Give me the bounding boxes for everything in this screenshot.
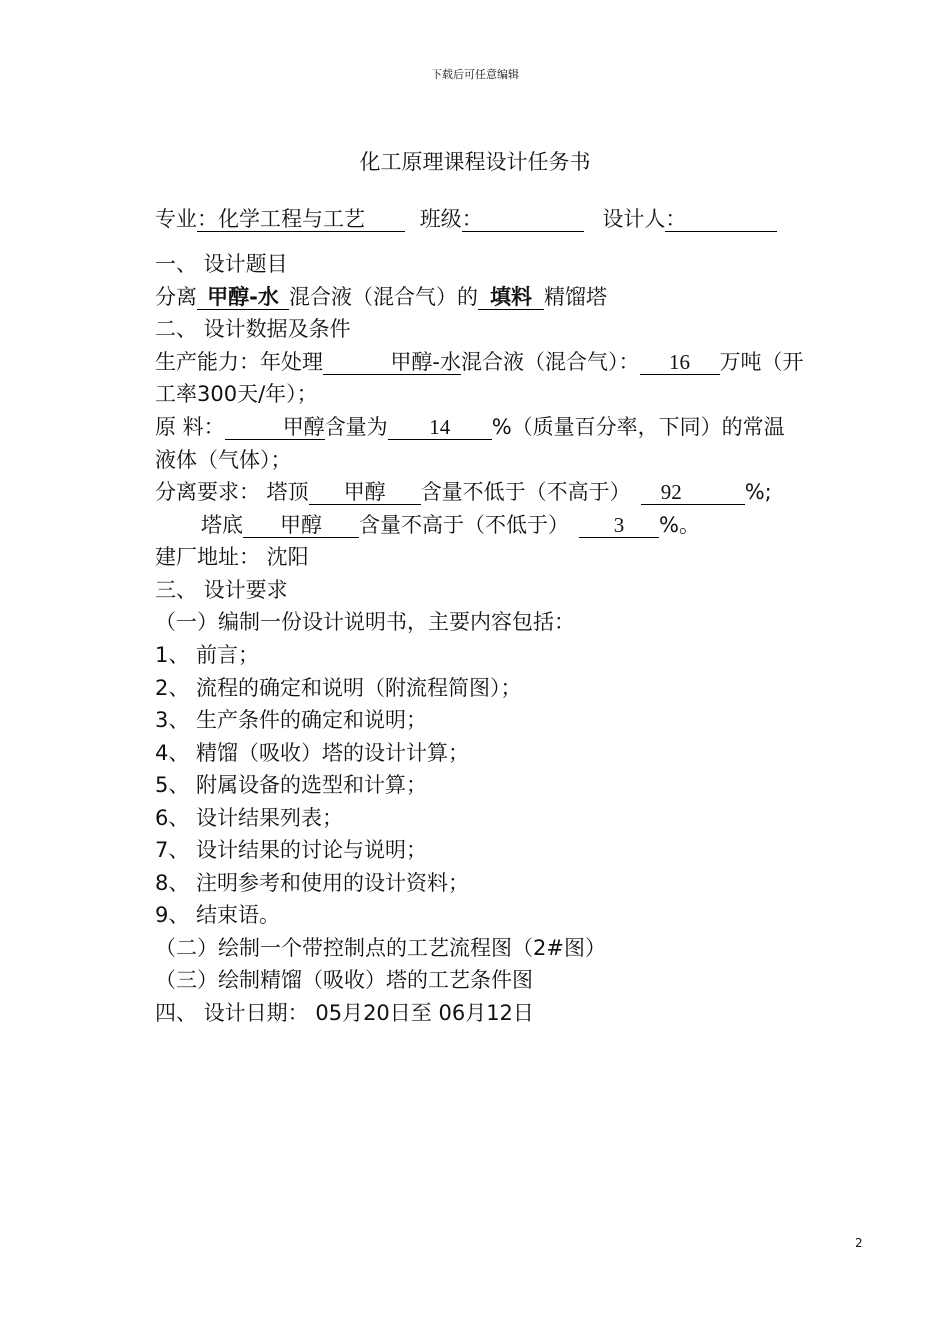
- raw-text: %（质量百分率，下同）的常温: [491, 415, 785, 439]
- list-item: 7、 设计结果的讨论与说明；: [155, 838, 428, 862]
- topic-text: 精馏塔: [544, 285, 607, 309]
- list-item: 4、 精馏（吸收）塔的设计计算；: [155, 741, 470, 765]
- raw-material: 甲醇: [225, 415, 325, 440]
- bottom-text: 含量不高于（不低于）: [359, 513, 569, 537]
- section-3-heading: 三、 设计要求: [155, 578, 288, 602]
- capacity-value: 16: [640, 350, 720, 375]
- document-title: 化工原理课程设计任务书: [359, 150, 591, 174]
- topic-text: 分离: [155, 285, 197, 309]
- list-item: 8、 注明参考和使用的设计资料；: [155, 871, 470, 895]
- topic-line: [155, 281, 607, 313]
- bottom-text: %。: [659, 513, 700, 537]
- section-4-heading: 四、 设计日期： 05月20日至 06月12日: [155, 1001, 534, 1025]
- list-item: 5、 附属设备的选型和计算；: [155, 773, 428, 797]
- raw-material-line-2: 液体（气体）；: [155, 448, 292, 472]
- top-text: %;: [744, 480, 772, 504]
- raw-value: 14: [388, 415, 492, 440]
- raw-text: 原 料：: [155, 415, 225, 439]
- top-value-text: 92: [660, 480, 682, 504]
- bottom-value: 3: [579, 513, 659, 538]
- topic-packing: 填料: [478, 285, 544, 310]
- section-2-heading: 二、 设计数据及条件: [155, 317, 351, 341]
- capacity-text: 混合液（混合气）：: [461, 350, 640, 374]
- top-text: 含量不低于（不高于）: [420, 480, 631, 504]
- subsection-3: （三）绘制精馏（吸收）塔的工艺条件图: [155, 968, 533, 992]
- topic-material: 甲醇-水: [197, 285, 289, 310]
- topic-text: 混合液（混合气）的: [289, 285, 478, 309]
- bottom-material: 甲醇: [243, 513, 359, 538]
- capacity-material: 甲醇-水: [323, 350, 461, 375]
- subsection-2: （二）绘制一个带控制点的工艺流程图（2#图）: [155, 936, 606, 960]
- capacity-text: 生产能力：年处理: [155, 350, 323, 374]
- class-value: ：: [462, 207, 584, 232]
- raw-material-line: [155, 411, 785, 443]
- page-header: 下载后可任意编辑: [431, 68, 519, 81]
- capacity-text: 万吨（开: [719, 350, 804, 374]
- bottom-text: 塔底: [201, 513, 243, 537]
- designer-label: 设计人: [602, 207, 666, 231]
- info-line: [155, 203, 777, 235]
- top-text: 分离要求： 塔顶: [155, 480, 309, 504]
- top-value: [641, 480, 745, 505]
- bottom-requirement-line: [201, 509, 700, 541]
- top-requirement-line: [155, 476, 772, 508]
- page-number: 2: [855, 1236, 863, 1250]
- list-item: 2、 流程的确定和说明（附流程简图）；: [155, 676, 522, 700]
- class-label: 班级: [419, 207, 462, 231]
- site-line: 建厂地址： 沈阳: [155, 545, 309, 569]
- list-item: 9、 结束语。: [155, 903, 281, 927]
- major-label: 专业: [155, 207, 197, 231]
- capacity-line-2: 工率300天/年）；: [155, 382, 318, 406]
- designer-value: ：: [665, 207, 777, 232]
- list-item: 6、 设计结果列表；: [155, 806, 344, 830]
- major-value: ：化学工程与工艺: [197, 207, 405, 232]
- subsection-1: （一）编制一份设计说明书，主要内容包括：: [155, 610, 575, 634]
- list-item: 1、 前言；: [155, 643, 260, 667]
- top-material: 甲醇: [309, 480, 421, 505]
- raw-text: 含量为: [324, 415, 388, 439]
- capacity-line: [155, 346, 804, 378]
- section-1-heading: 一、 设计题目: [155, 252, 288, 276]
- list-item: 3、 生产条件的确定和说明；: [155, 708, 428, 732]
